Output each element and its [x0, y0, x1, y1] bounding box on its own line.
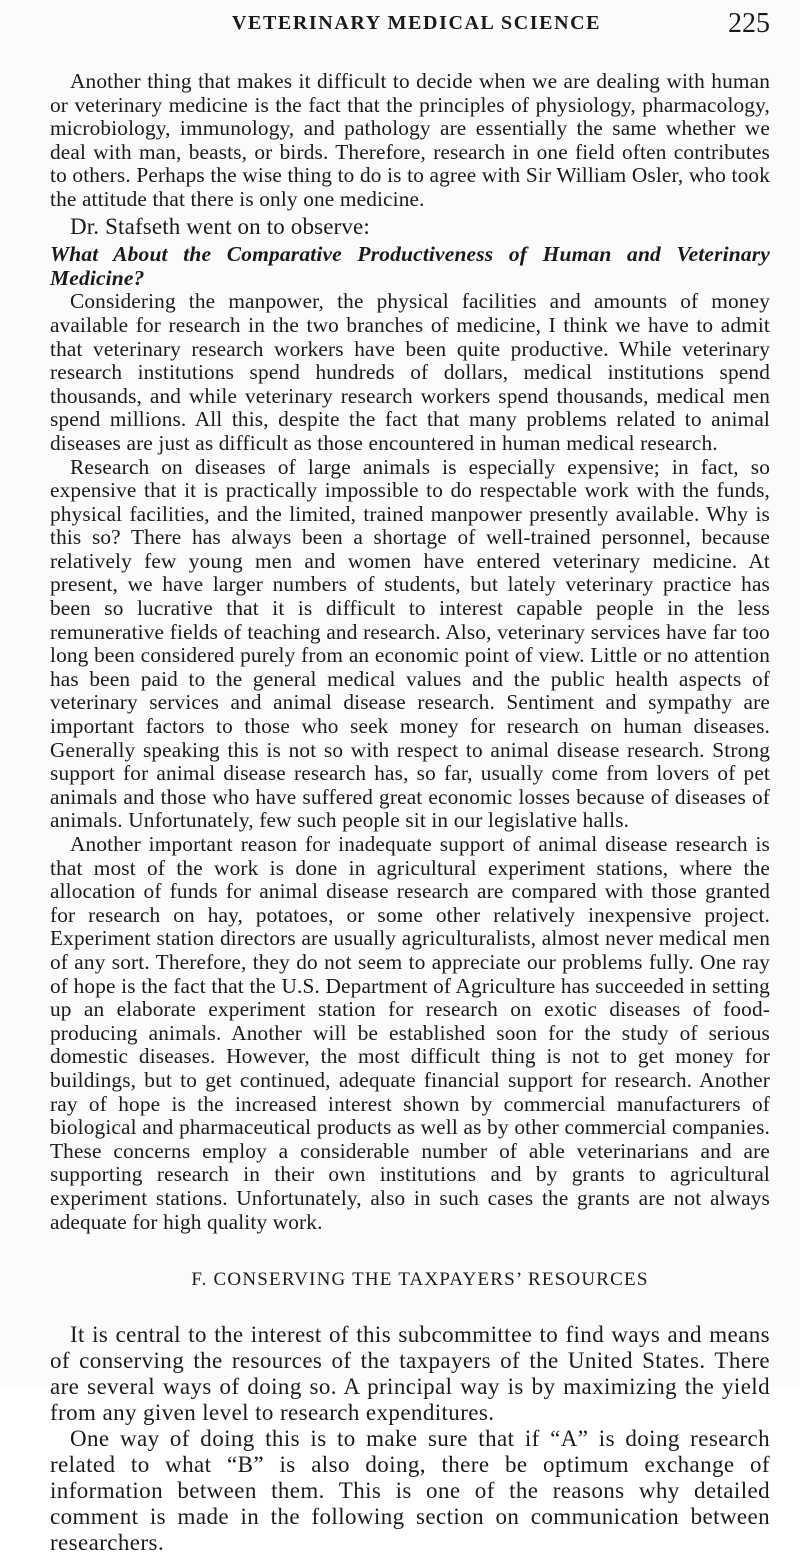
paragraph-experiment-stations: Another important reason for inadequate support of animal disease research is that most of the work is done in agricultural experiment stations, where the allocation of funds for animal disease research are compared with those granted for research on hay, potatoes, or some other relatively inexpensive project. Experiment station directors are usually agriculturalists, almost never medical men of any sort. Therefore, they do not seem to appreciate our problems fully. One ray of hope is the fact that the U.S. Department of Agriculture has succeeded in setting up an elaborate experiment station for research on exotic diseases of food-producing animals. Another will be established soon for the study of serious domestic diseases. However, the most difficult thing is not to get money for buildings, but to get continued, adequate financial support for research. Another ray of hope is the increased interest shown by commercial manufacturers of biological and pharmaceutical products as well as by other commercial companies. These concerns employ a considerable number of able veterinarians and are supporting research in their own institutions and by grants to agricultural experiment stations. Unfortunately, also in such cases the grants are not always adequate for high quality work.: [50, 832, 770, 1234]
paragraph-exchange: One way of doing this is to make sure that if “A” is doing research related to what “B” is also doing, there be optimum exchange of information between them. This is one of the reasons why detailed comment is made in the following section on communication between researchers.: [50, 1425, 770, 1555]
running-title: VETERINARY MEDICAL SCIENCE: [232, 12, 602, 34]
page-number: 225: [728, 8, 770, 39]
running-header: [30, 8, 770, 42]
paragraph-large-animals: Research on diseases of large animals is especially expensive; in fact, so expensive that it is practically impossible to do respectable work with the funds, physical facilities, and the limited, trained manpower presently available. Why is this so? There has always been a shortage of well-trained personnel, because relatively few young men and women have entered veterinary medicine. At present, we have larger numbers of students, but lately veterinary practice has been so lucrative that it is difficult to interest capable people in the less remunerative fields of teaching and research. Also, veterinary services have far too long been considered purely from an economic point of view. Little or no attention has been paid to the general medical values and the public health aspects of veterinary services and animal disease research. Sentiment and sympathy are important factors to those who seek money for research on human diseases. Generally speaking this is not so with respect to animal disease research. Strong support for animal disease research has, so far, usually come from lovers of pet animals and those who have suffered great economic losses because of diseases of animals. Unfortunately, few such people sit in our legislative halls.: [50, 454, 770, 833]
paragraph-taxpayers: It is central to the interest of this subcommittee to find ways and means of conserving the resources of the taxpayers of the United States. There are several ways of doing so. A principal way is by maximizing the yield from any given level to research expenditures.: [50, 1321, 770, 1425]
paragraph-stafseth-intro: Dr. Stafseth went on to observe:: [70, 213, 370, 239]
section-heading: F. CONSERVING THE TAXPAYERS’ RESOURCES: [191, 1269, 649, 1291]
body-text: [50, 70, 770, 1556]
paragraph-manpower: Considering the manpower, the physical facilities and amounts of money available for research in the two branches of medicine, I think we have to admit that veterinary research workers have been quite productive. While veterinary research institutions spend hundreds of dollars, medical institutions spend thousands, and while veterinary research workers spend thousands, medical men spend millions. All this, despite the fact that many problems related to animal diseases are just as difficult as those encountered in human medical research.: [50, 289, 770, 455]
paragraph-osler: Another thing that makes it difficult to decide when we are dealing with human or veterinary medicine is the fact that the principles of physiology, pharmacology, microbiology, immunology, and pathology are essentially the same whether we deal with man, beasts, or birds. Therefore, research in one field often contributes to others. Perhaps the wise thing to do is to agree with Sir William Osler, who took the attitude that there is only one medicine.: [50, 69, 770, 211]
quoted-subheading: What About the Comparative Productiveness of Human and Veterinary Medicine?: [50, 242, 770, 290]
